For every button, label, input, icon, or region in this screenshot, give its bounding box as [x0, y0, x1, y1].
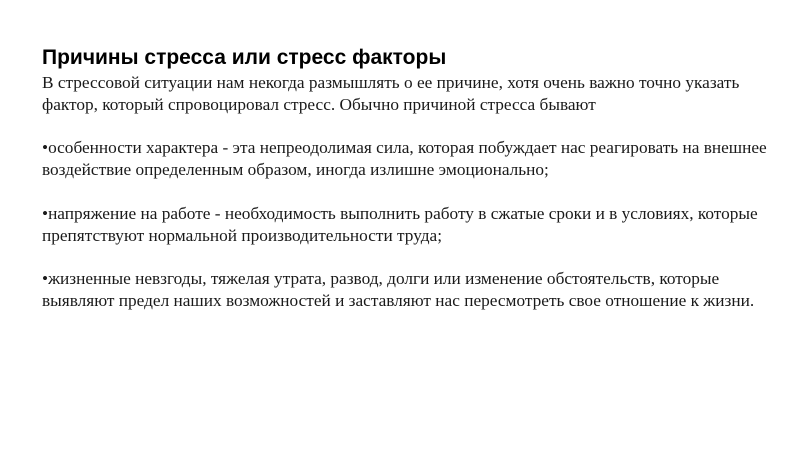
- bullet-text: особенности характера - эта непреодолимая сила, которая побуждает нас реагировать на внешнее воздействие определенным образом, иногда излишне эмоционально;: [42, 138, 767, 180]
- slide-title: Причины стресса или стресс факторы: [42, 46, 447, 69]
- intro-paragraph: В стрессовой ситуации нам некогда размышлять о ее причине, хотя очень важно точно указать фактор, который спровоцировал стресс. Обычно причиной стресса бывают: [42, 73, 740, 114]
- bullet-item-character: [42, 137, 772, 181]
- slide-content: [42, 46, 772, 312]
- bullet-text: жизненные невзгоды, тяжелая утрата, развод, долги или изменение обстоятельств, которые выявляют предел наших возможностей и заставляют нас пересмотреть свое отношение к жизни.: [42, 269, 755, 310]
- bullet-marker: •: [42, 203, 49, 223]
- bullet-marker: •: [42, 138, 49, 158]
- bullet-item-life-hardships: [42, 268, 772, 312]
- bullet-text: напряжение на работе - необходимость выполнить работу в сжатые сроки и в условиях, которые препятствуют нормальной производительности труда;: [42, 203, 758, 245]
- bullet-item-work-stress: [42, 203, 772, 247]
- bullet-marker: •: [42, 269, 49, 289]
